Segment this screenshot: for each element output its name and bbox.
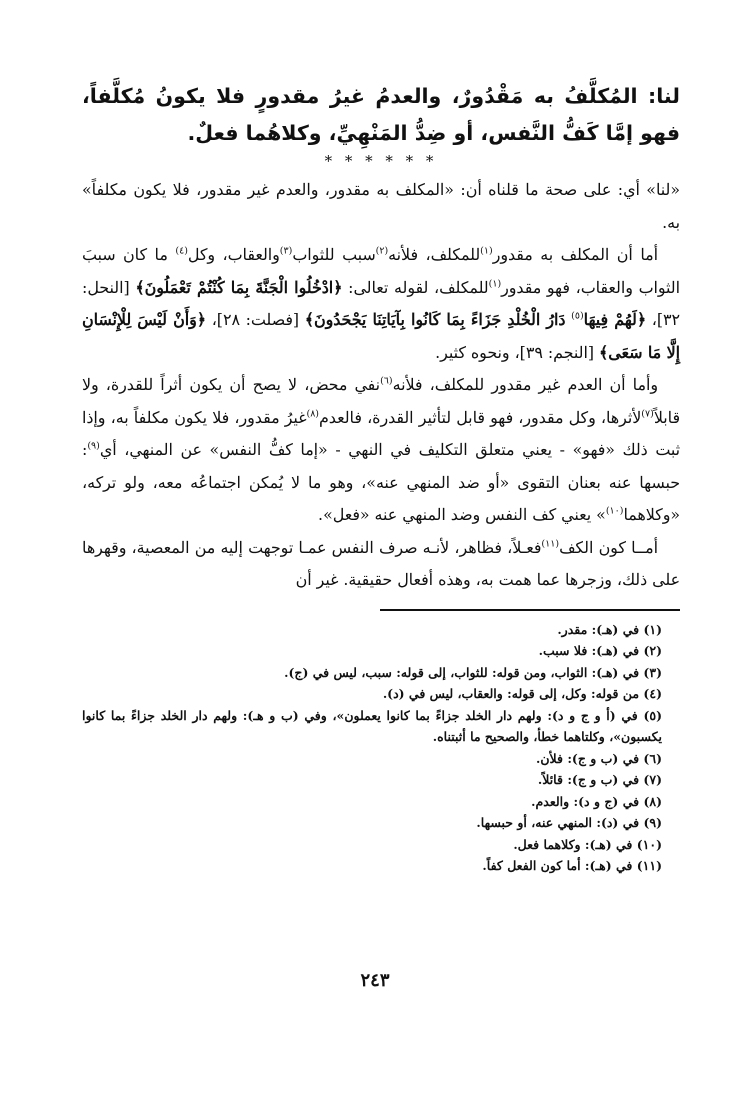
footnote: (٨) في (ج و د): والعدم. — [531, 793, 662, 809]
footnote: (٩) في (د): المنهي عنه، أو حبسها. — [476, 815, 662, 830]
footnote-ref[interactable]: (١) — [488, 278, 502, 290]
footnote-ref[interactable]: (٩) — [87, 440, 100, 452]
footnote: (٧) في (ب و ج): قائلاً. — [537, 772, 662, 787]
section-separator: * * * * * * — [324, 152, 438, 170]
footnote-ref[interactable]: (١) — [480, 245, 493, 257]
quran-verse: دَارُ الْخُلْدِ جَزَاءً بِمَا كَانُوا بِآيَاتِنَا يَجْحَدُونَ﴾ — [304, 310, 566, 329]
footnote-ref[interactable]: (٣) — [279, 245, 293, 257]
footnote-ref[interactable]: (٧) — [641, 408, 654, 420]
quran-verse: ﴿وَأَنْ لَيْسَ لِلْإِنْسَانِ إِلَّا مَا سَعَى﴾ — [82, 310, 680, 362]
footnote: (٤) من قوله: وكل، إلى قوله: والعقاب، ليس في (د). — [382, 686, 662, 701]
footnote-ref[interactable]: (١١) — [541, 538, 560, 550]
footnote: (١) في (هـ): مقدر. — [557, 621, 662, 637]
commentary-paragraph-2: أما أن المكلف به مقدور$^{(١)}$للمكلف، فلأنه$^{(٢)}$سبب للثواب$^{(٣)}$والعقاب، وكل$^{(٤)}$ ما كان سببَ الثواب والعقاب، فهو مقدور$^{(١)}$للمكلف، لقوله تعالى: ﴿ادْخُلُوا الْجَنَّةَ بِمَا كُنْتُمْ تَعْمَلُونَ﴾ [النحل: ٣٢]، ﴿لَهُمْ فِيهَا$^{(٥)}$ دَارُ الْخُلْدِ جَزَاءً بِمَا كَانُوا بِآيَاتِنَا يَجْحَدُونَ﴾ [فصلت: ٢٨]، ﴿وَأَنْ لَيْسَ لِلْإِنْسَانِ إِلَّا مَا سَعَى﴾ [النجم: ٣٩]، ونحوه كثير. — [82, 245, 681, 362]
footnote-ref[interactable]: (٦) — [380, 375, 393, 387]
footnote: (٦) في (ب و ج): فلأن. — [536, 750, 662, 766]
page-number: ٢٤٣ — [360, 970, 390, 991]
footnote-ref[interactable]: (٥) — [571, 310, 584, 322]
footnote-ref[interactable]: (٤) — [175, 245, 188, 257]
verse-reference: [فصلت: ٢٨]، — [211, 310, 300, 329]
footnote: (١٠) في (هـ): وكلاهما فعل. — [513, 836, 662, 852]
commentary-paragraph-4: أمــا كون الكف$^{(١١)}$فعـلاً، فظاهر، لأنـه صرف النفس عمـا توجهت إليه من المعصية، وقهرها على ذلك، وزجرها عما همت به، وهذه أفعال حقيقية. غير أن — [82, 537, 680, 589]
footnote: (٢) في (هـ): فلا سبب. — [538, 643, 662, 658]
footnote-ref[interactable]: (٨) — [306, 408, 320, 420]
matn-text: لنا: المُكلَّفُ به مَقْدُورٌ، والعدمُ غيرُ مقدورٍ فلا يكونُ مُكلَّفاً، فهو إمَّا كَفُّ النَّفس، أو ضِدُّ المَنْهِيِّ، وكلاهُما فعلٌ. — [82, 84, 680, 145]
footnote: (٣) في (هـ): الثواب، ومن قوله: للثواب، إلى قوله: سبب، ليس في (ج). — [284, 664, 662, 680]
page-body — [82, 78, 680, 877]
commentary-paragraph-1: «لنا» أي: على صحة ما قلناه أن: «المكلف به مقدور، والعدم غير مقدور، فلا يكون مكلفاً» به. — [82, 180, 680, 232]
footnotes-list — [82, 619, 680, 877]
commentary-paragraph-3: وأما أن العدم غير مقدور للمكلف، فلأنه$^{(٦)}$نفي محض، لا يصح أن يكون أثراً للقدرة، ولا قابلاً$^{(٧)}$لأثرها، وكل مقدور، فهو قابل لتأثير القدرة، فالعدم$^{(٨)}$غيرُ مقدور، فلا يكون مكلفاً به، وإذا ثبت ذلك «فهو» - يعني متعلق التكليف في النهي - «إما كفُّ النفس» عن المنهي، أي$^{(٩)}$: حبسها عنه بعنان التقوى «أو ضد المنهي عنه»، وهو ما لا يُمكن اجتماعُه معه، ولو تركه، «وكلاهما$^{(١٠)}$» يعني كف النفس وضد المنهي عنه «فعل». — [82, 375, 680, 524]
verse-reference: [النحل: ٣٢]، — [82, 277, 681, 329]
footnote: (١١) في (هـ): أما كون الفعل كفاً. — [482, 858, 662, 873]
quran-verse: ﴿ادْخُلُوا الْجَنَّةَ بِمَا كُنْتُمْ تَعْمَلُونَ﴾ — [135, 277, 343, 297]
verse-reference: [النجم: ٣٩]، ونحوه كثير. — [435, 342, 595, 362]
footnote: (٥) في (أ و ج و د): ولهم دار الخلد جزاءً بما كانوا يعملون»، وفي (ب و هـ): ولهم دار الخلد جزاءً بما كانوا يكسبون»، وكلتاهما خطأ، والصحيح ما أثبتناه. — [82, 707, 662, 744]
footnote-ref[interactable]: (١٠) — [605, 505, 624, 517]
quran-verse: ﴿لَهُمْ فِيهَا — [583, 310, 647, 329]
footnote-divider — [380, 609, 680, 611]
footnote-ref[interactable]: (٢) — [375, 245, 389, 257]
